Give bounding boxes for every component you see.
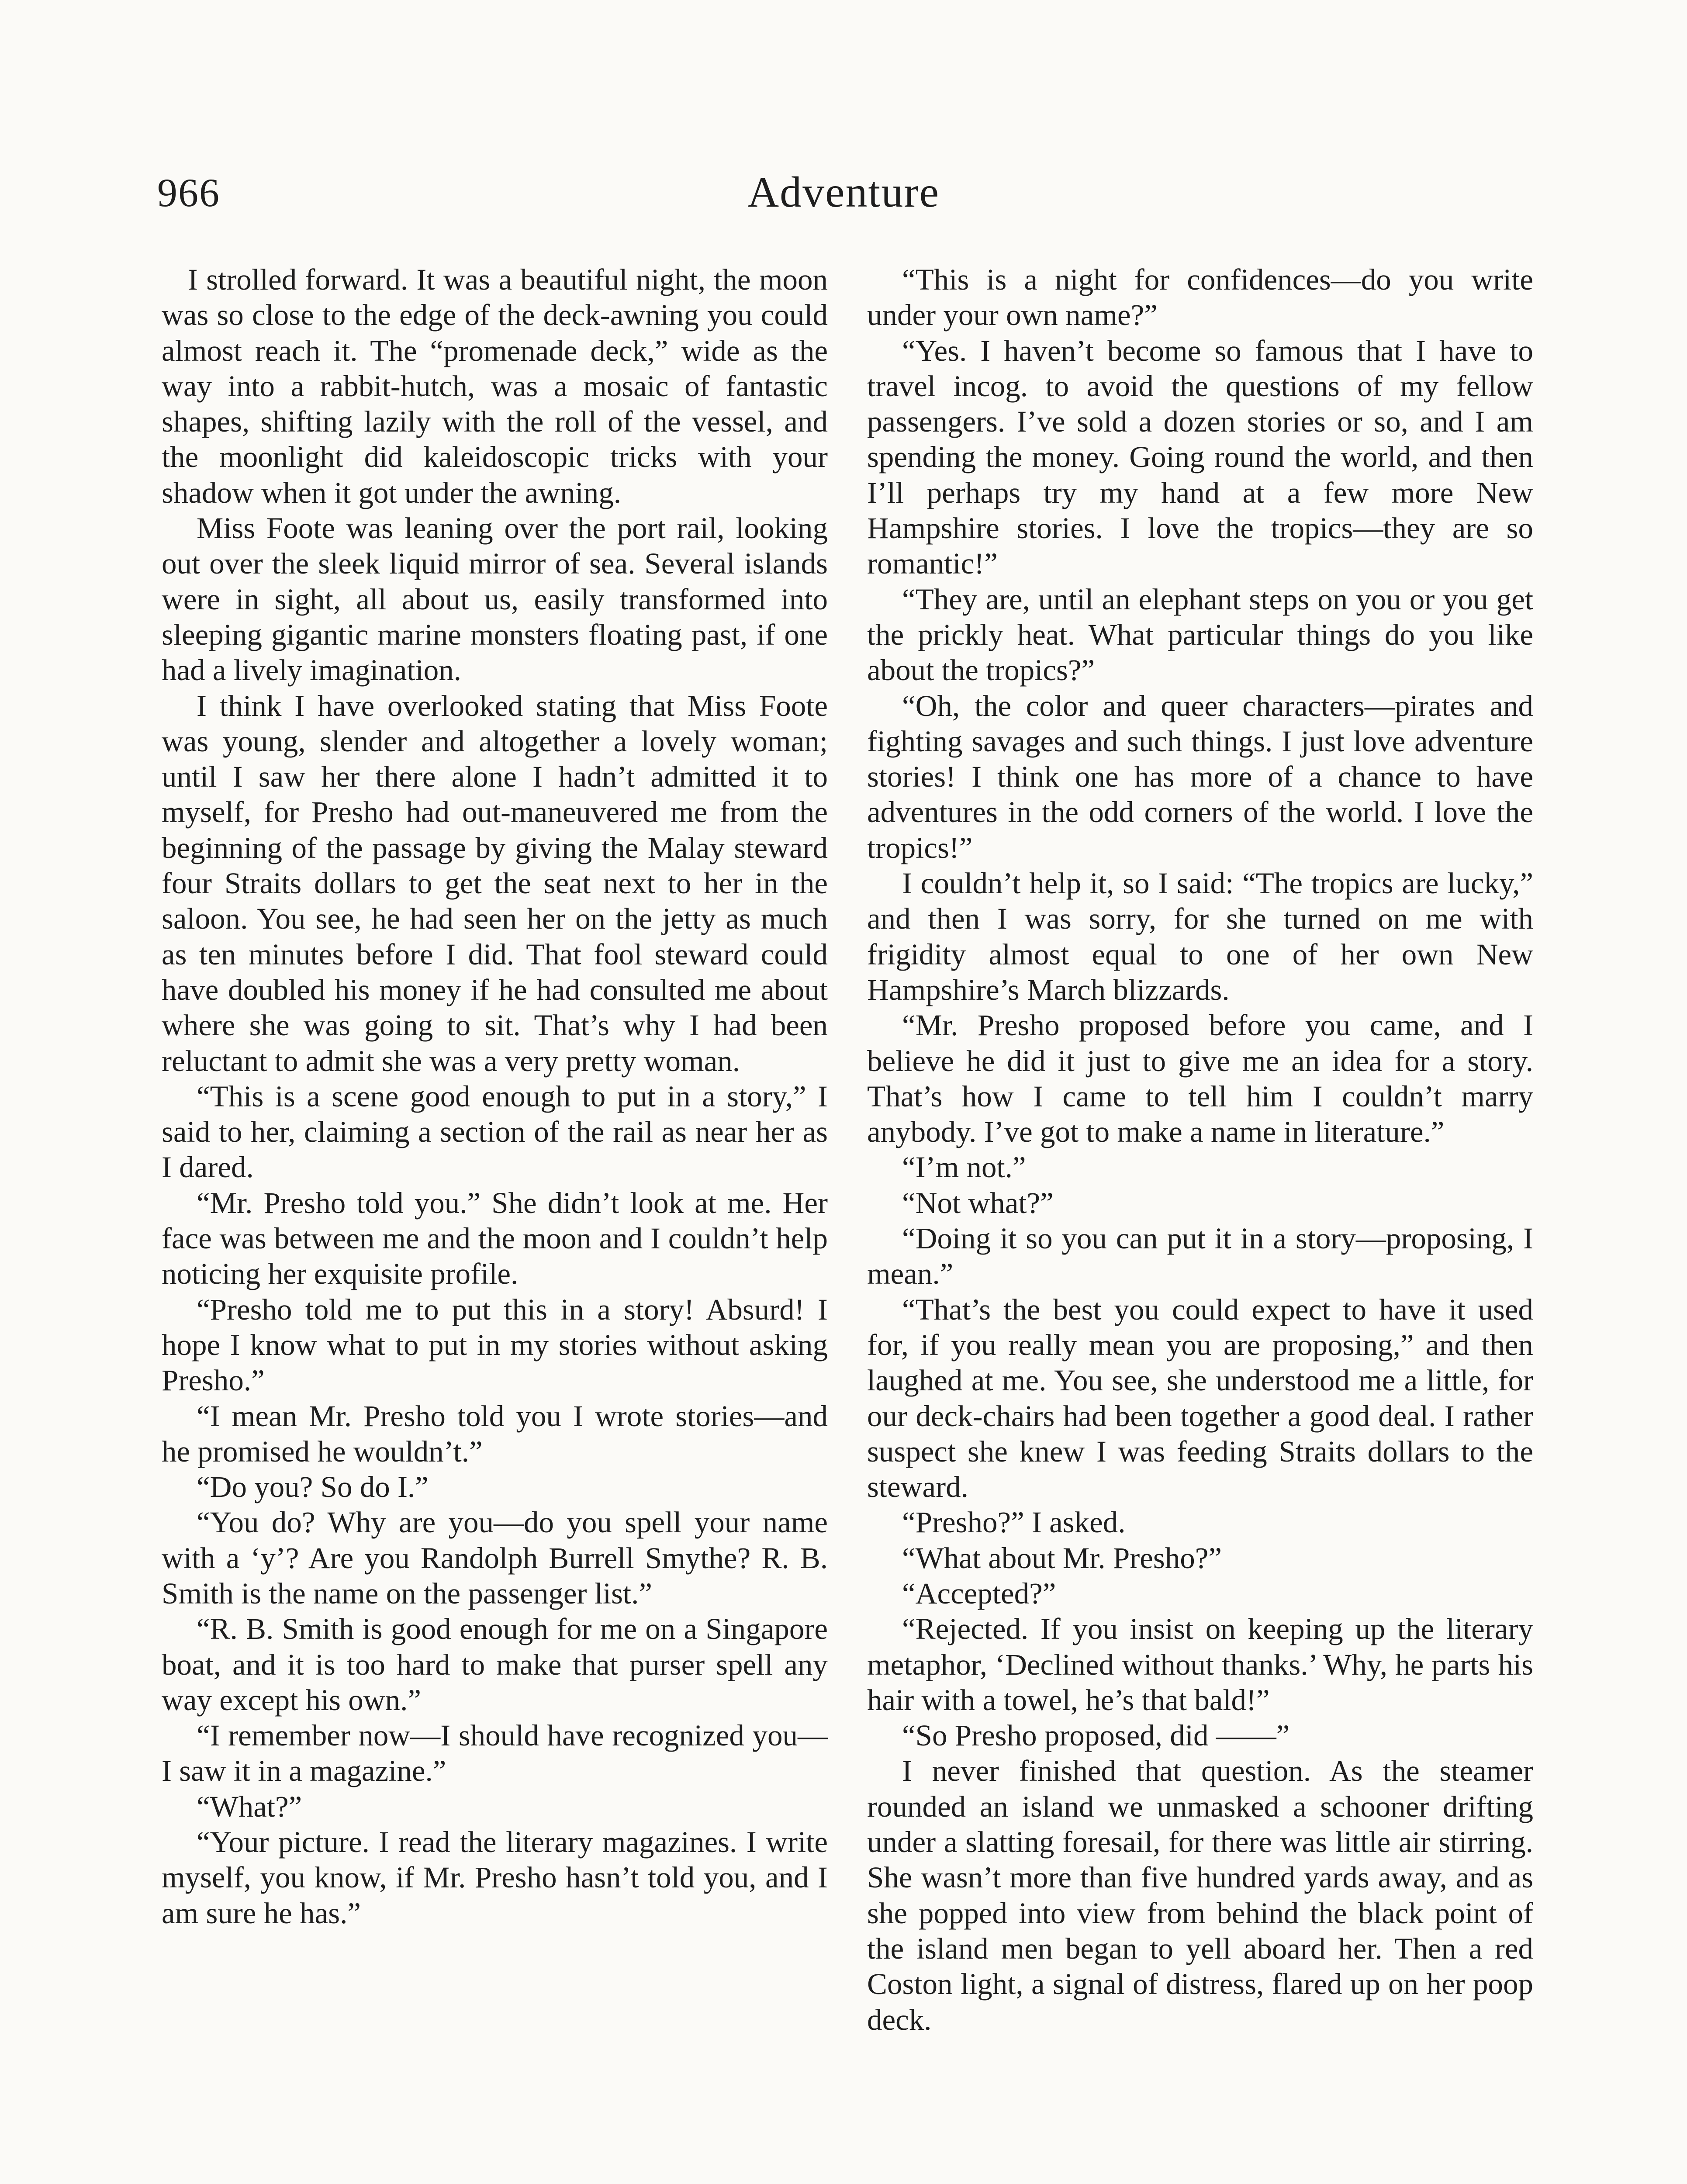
paragraph: “Doing it so you can put it in a story—proposing, I mean.” <box>867 1222 1533 1291</box>
paragraph: Miss Foote was leaning over the port rail, looking out over the sleek liquid mirror of sea. Several islands were in sight, all about us, easily transformed into sleeping gigantic marine monsters floating past, if one had a lively imagination. <box>162 511 828 687</box>
left-column <box>162 262 828 1931</box>
paragraph: “Presho told me to put this in a story! Absurd! I hope I know what to put in my stories without asking Presho.” <box>162 1292 828 1397</box>
paragraph: I never finished that question. As the steamer rounded an island we unmasked a schooner drifting under a slatting foresail, for there was little air stirring. She wasn’t more than five hundred yards away, and as she popped into view from behind the black point of the island men began to yell aboard her. Then a red Coston light, a signal of distress, flared up on her poop deck. <box>867 1754 1533 2036</box>
page-number: 966 <box>157 170 220 215</box>
paragraph: “What?” <box>197 1790 302 1823</box>
paragraph: “This is a night for confidences—do you write under your own name?” <box>867 263 1533 332</box>
paragraph: I couldn’t help it, so I said: “The tropics are lucky,” and then I was sorry, for she turned on me with frigidity almost equal to one of her own New Hampshire’s March blizzards. <box>867 867 1533 1006</box>
paragraph: “Not what?” <box>902 1186 1054 1220</box>
paragraph: “Mr. Presho told you.” She didn’t look at me. Her face was between me and the moon and I couldn’t help noticing her exquisite profile. <box>162 1186 828 1291</box>
paragraph: “Your picture. I read the literary magazines. I write myself, you know, if Mr. Presho hasn’t told you, and I am sure he has.” <box>162 1825 828 1930</box>
paragraph: “R. B. Smith is good enough for me on a Singapore boat, and it is too hard to make that purser spell any way except his own.” <box>162 1612 828 1717</box>
paragraph: “Rejected. If you insist on keeping up the literary metaphor, ‘Declined without thanks.’ Why, he parts his hair with a towel, he’s that bald!” <box>867 1612 1533 1717</box>
paragraph: I strolled forward. It was a beautiful night, the moon was so close to the edge of the deck-awning you could almost reach it. The “promenade deck,” wide as the way into a rabbit-hutch, was a mosaic of fantastic shapes, shifting lazily with the roll of the vessel, and the moonlight did kaleidoscopic tricks with your shadow when it got under the awning. <box>162 263 828 509</box>
paragraph: “Do you? So do I.” <box>197 1470 429 1504</box>
paragraph: “I mean Mr. Presho told you I wrote stories—and he promised he wouldn’t.” <box>162 1399 828 1468</box>
paragraph: “Mr. Presho proposed before you came, and I believe he did it just to give me an idea for a story. That’s how I came to tell him I couldn’t marry anybody. I’ve got to make a name in literature.” <box>867 1009 1533 1149</box>
paragraph: “This is a scene good enough to put in a story,” I said to her, claiming a section of the rail as near her as I dared. <box>162 1079 828 1184</box>
paragraph: I think I have overlooked stating that Miss Foote was young, slender and altogether a lovely woman; until I saw her there alone I hadn’t admitted it to myself, for Presho had out-maneuvered me from the beginning of the passage by giving the Malay steward four Straits dollars to get the seat next to her in the saloon. You see, he had seen her on the jetty as much as ten minutes before I did. That fool steward could have doubled his money if he had consulted me about where she was going to sit. That’s why I had been reluctant to admit she was a very pretty woman. <box>162 689 828 1078</box>
paragraph: “So Presho proposed, did ——” <box>902 1719 1290 1752</box>
paragraph: “Presho?” I asked. <box>902 1506 1126 1539</box>
paragraph: “They are, until an elephant steps on you or you get the prickly heat. What particular things do you like about the tropics?” <box>867 582 1533 687</box>
paragraph: “What about Mr. Presho?” <box>902 1541 1222 1575</box>
paragraph: “Yes. I haven’t become so famous that I have to travel incog. to avoid the questions of my fellow passengers. I’ve sold a dozen stories or so, and I am spending the money. Going round the world, and then I’ll perhaps try my hand at a few more New Hampshire stories. I love the tropics—they are so romantic!” <box>867 334 1533 581</box>
paragraph: “Accepted?” <box>902 1576 1056 1610</box>
page-title: Adventure <box>747 168 940 216</box>
paragraph: “I’m not.” <box>902 1151 1026 1184</box>
paragraph: “Oh, the color and queer characters—pirates and fighting savages and such things. I just love adventure stories! I think one has more of a chance to have adventures in the odd corners of the world. I love the tropics!” <box>867 689 1533 864</box>
paragraph: “That’s the best you could expect to have it used for, if you really mean you are proposing,” and then laughed at me. You see, she understood me a little, for our deck-chairs had been together a good deal. I rather suspect she knew I was feeding Straits dollars to the steward. <box>867 1292 1533 1504</box>
right-column <box>867 262 1533 2038</box>
paragraph: “I remember now—I should have recognized you—I saw it in a magazine.” <box>162 1719 828 1788</box>
paragraph: “You do? Why are you—do you spell your name with a ‘y’? Are you Randolph Burrell Smythe? R. B. Smith is the name on the passenger list.” <box>162 1506 828 1610</box>
